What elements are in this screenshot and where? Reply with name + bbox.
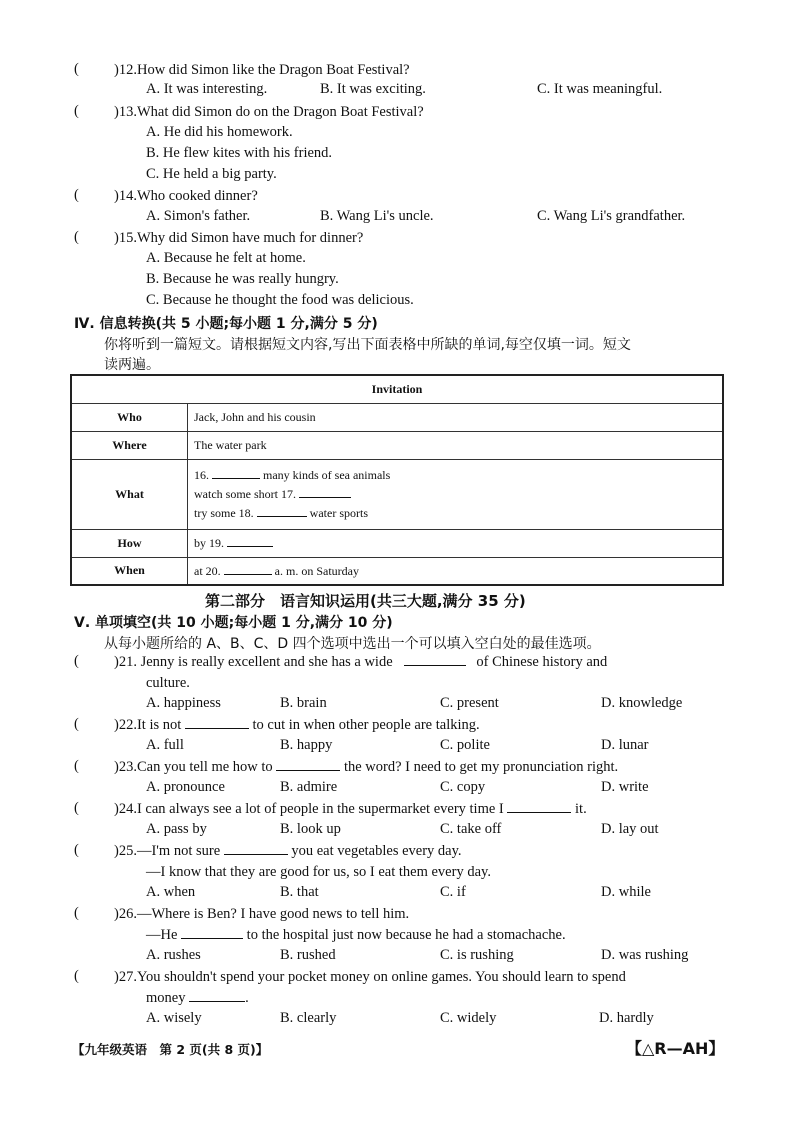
answer-paren: ( — [74, 716, 79, 732]
option-a: A. wisely — [146, 1010, 202, 1026]
question-stem: What did Simon do on the Dragon Boat Festival? — [136, 104, 424, 120]
question-stem: Why did Simon have much for dinner? — [136, 230, 364, 246]
answer-blank[interactable] — [181, 926, 243, 939]
question-12: )12.How did Simon like the Dragon Boat Festival? — [114, 62, 410, 78]
answer-paren: ( — [74, 905, 79, 921]
question-21: )21. Jenny is really excellent and she has a wide of Chinese history and — [114, 654, 608, 670]
option-a: A. pass by — [146, 821, 207, 837]
question-26-reply: —He to the hospital just now because he had a stomachache. — [146, 927, 566, 943]
row-label-when: When — [71, 557, 188, 585]
question-26: )26.—Where is Ben? I have good news to tell him. — [114, 906, 410, 922]
option-c: C. It was meaningful. — [537, 81, 663, 97]
answer-blank[interactable] — [276, 758, 340, 771]
question-27: )27.You shouldn't spend your pocket money on online games. You should learn to spend — [114, 969, 626, 985]
option-d: D. knowledge — [601, 695, 683, 711]
row-value-what: 16. many kinds of sea animals watch some short 17. try some 18. water sports — [188, 459, 724, 529]
row-value-how: by 19. — [188, 529, 724, 557]
section-5-title: Ⅴ. 单项填空(共 10 小题;每小题 1 分,满分 10 分) — [74, 615, 393, 631]
option-c: C. present — [440, 695, 499, 711]
section-5-instruction: 从每小题所给的 A、B、C、D 四个选项中选出一个可以填入空白处的最佳选项。 — [104, 636, 601, 652]
option-b: B. rushed — [280, 947, 336, 963]
answer-blank[interactable] — [404, 653, 466, 666]
option-a: A. happiness — [146, 695, 221, 711]
question-14: )14.Who cooked dinner? — [114, 188, 258, 204]
answer-paren: ( — [74, 758, 79, 774]
option-d: D. lay out — [601, 821, 659, 837]
row-label-where: Where — [71, 431, 188, 459]
answer-paren: ( — [74, 103, 79, 119]
option-a: A. Because he felt at home. — [146, 250, 306, 266]
answer-paren: ( — [74, 229, 79, 245]
option-b: B. Wang Li's uncle. — [320, 208, 434, 224]
option-b: B. Because he was really hungry. — [146, 271, 339, 287]
answer-paren: ( — [74, 800, 79, 816]
option-c: C. Wang Li's grandfather. — [537, 208, 686, 224]
answer-paren: ( — [74, 653, 79, 669]
answer-blank[interactable] — [189, 989, 245, 1002]
question-stem: How did Simon like the Dragon Boat Festival? — [136, 62, 410, 78]
option-d: D. was rushing — [601, 947, 689, 963]
option-d: D. hardly — [599, 1010, 654, 1026]
option-c: C. Because he thought the food was delicious. — [146, 292, 414, 308]
blank-18[interactable] — [257, 505, 307, 517]
answer-blank[interactable] — [185, 716, 249, 729]
option-c: C. is rushing — [440, 947, 514, 963]
option-b: B. brain — [280, 695, 327, 711]
option-c: C. take off — [440, 821, 502, 837]
option-c: C. copy — [440, 779, 486, 795]
option-b: B. admire — [280, 779, 338, 795]
option-b: B. It was exciting. — [320, 81, 426, 97]
question-13: )13.What did Simon do on the Dragon Boat Festival? — [114, 104, 424, 120]
option-d: D. write — [601, 779, 649, 795]
option-b: B. clearly — [280, 1010, 337, 1026]
option-b: B. that — [280, 884, 319, 900]
option-d: D. while — [601, 884, 651, 900]
invitation-table — [70, 374, 724, 586]
option-c: C. if — [440, 884, 466, 900]
option-b: B. happy — [280, 737, 333, 753]
page-footer-code: 【△R—AH】 — [626, 1039, 725, 1058]
row-label-who: Who — [71, 403, 188, 431]
option-c: C. widely — [440, 1010, 497, 1026]
section-4-title: Ⅳ. 信息转换(共 5 小题;每小题 1 分,满分 5 分) — [74, 316, 378, 332]
option-a: A. full — [146, 737, 184, 753]
question-21-cont: culture. — [146, 675, 190, 691]
row-value-who: Jack, John and his cousin — [188, 403, 724, 431]
option-c: C. polite — [440, 737, 490, 753]
question-25-reply: —I know that they are good for us, so I eat them every day. — [146, 864, 491, 880]
page-footer-left: 【九年级英语 第 2 页(共 8 页)】 — [72, 1042, 269, 1057]
section-4-instruction-cont: 读两遍。 — [104, 357, 160, 373]
row-label-what: What — [71, 459, 188, 529]
answer-paren: ( — [74, 187, 79, 203]
blank-20[interactable] — [224, 563, 272, 575]
question-22: )22.It is not to cut in when other people are talking. — [114, 717, 480, 733]
question-27-cont: money . — [146, 990, 249, 1006]
answer-blank[interactable] — [224, 842, 288, 855]
answer-paren: ( — [74, 842, 79, 858]
question-stem: Who cooked dinner? — [136, 188, 258, 204]
option-a: A. rushes — [146, 947, 201, 963]
row-value-when: at 20. a. m. on Saturday — [188, 557, 724, 585]
blank-16[interactable] — [212, 467, 260, 479]
option-a: A. pronounce — [146, 779, 225, 795]
question-24: )24.I can always see a lot of people in the supermarket every time I it. — [114, 801, 587, 817]
part-2-title: 第二部分 语言知识运用(共三大题,满分 35 分) — [205, 592, 526, 610]
question-23: )23.Can you tell me how to the word? I need to get my pronunciation right. — [114, 759, 619, 775]
answer-paren: ( — [74, 61, 79, 77]
option-d: D. lunar — [601, 737, 649, 753]
option-a: A. Simon's father. — [146, 208, 251, 224]
question-15: )15.Why did Simon have much for dinner? — [114, 230, 364, 246]
option-a: A. It was interesting. — [146, 81, 268, 97]
row-value-where: The water park — [188, 431, 724, 459]
section-4-instruction: 你将听到一篇短文。请根据短文内容,写出下面表格中所缺的单词,每空仅填一词。短文 — [104, 337, 631, 353]
blank-17[interactable] — [299, 486, 351, 498]
answer-blank[interactable] — [507, 800, 571, 813]
option-a: A. when — [146, 884, 196, 900]
row-label-how: How — [71, 529, 188, 557]
option-c: C. He held a big party. — [146, 166, 277, 182]
option-a: A. He did his homework. — [146, 124, 293, 140]
answer-paren: ( — [74, 968, 79, 984]
table-title: Invitation — [71, 375, 723, 403]
question-25: )25.—I'm not sure you eat vegetables every day. — [114, 843, 462, 859]
blank-19[interactable] — [227, 535, 273, 547]
option-b: B. look up — [280, 821, 341, 837]
option-b: B. He flew kites with his friend. — [146, 145, 333, 161]
